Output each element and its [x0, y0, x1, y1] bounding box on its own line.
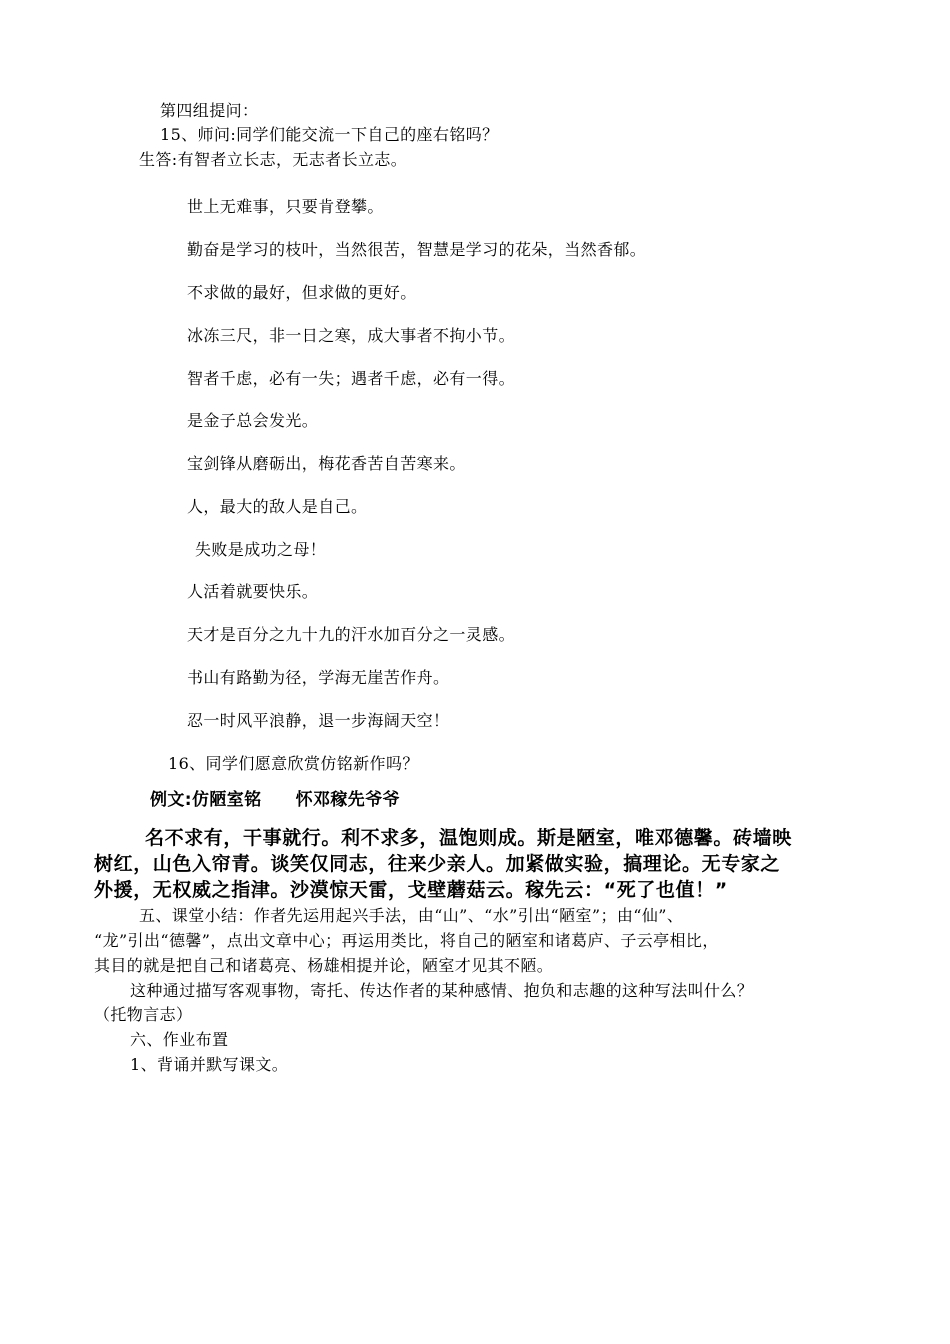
motto-item: 忍一时风平浪静，退一步海阔天空！ [187, 711, 450, 730]
example-title: 例文:仿陋室铭 [150, 790, 262, 810]
answer-prefix: 生答: [139, 150, 178, 169]
section-heading: 第四组提问： [160, 101, 259, 120]
motto-item: 人活着就要快乐。 [187, 582, 319, 601]
summary-line: 其目的就是把自己和诸葛亮、杨雄相提并论，陋室才见其不陋。 [94, 956, 554, 975]
motto-item: 天才是百分之九十九的汗水加百分之一灵感。 [187, 625, 516, 644]
example-text-line: 名不求有，干事就行。利不求多，温饱则成。斯是陋室，唯邓德馨。砖墙映 [145, 827, 792, 849]
motto-item: 勤奋是学习的枝叶，当然很苦，智慧是学习的花朵，当然香郁。 [187, 240, 647, 259]
question-line: 这种通过描写客观事物，寄托、传达作者的某种感情、抱负和志趣的这种写法叫什么？ [130, 981, 754, 1000]
motto-item: 人，最大的敌人是自己。 [187, 497, 368, 516]
motto-item: 不求做的最好，但求做的更好。 [187, 283, 417, 302]
example-text-line: 树红，山色入帘青。谈笑仅同志，往来少亲人。加紧做实验，搞理论。无专家之 [94, 853, 781, 875]
question-15: 15、师问:同学们能交流一下自己的座右铭吗？ [160, 125, 499, 144]
example-subtitle: 怀邓稼先爷爷 [295, 790, 401, 810]
homework-item: 1、背诵并默写课文。 [130, 1055, 289, 1074]
motto-item: 冰冻三尺，非一日之寒，成大事者不拘小节。 [187, 326, 516, 345]
motto-item: 书山有路勤为径，学海无崖苦作舟。 [187, 668, 450, 687]
example-text-line: 外援，无权威之指津。沙漠惊天雷，戈壁蘑菇云。稼先云：“死了也值！” [94, 879, 728, 901]
homework-heading: 六、作业布置 [130, 1030, 229, 1049]
motto-item: 是金子总会发光。 [187, 411, 319, 430]
question-line: （托物言志） [94, 1005, 193, 1024]
motto-item: 宝剑锋从磨砺出，梅花香苦自苦寒来。 [187, 454, 466, 473]
motto-item: 智者千虑，必有一失；遇者千虑，必有一得。 [187, 369, 516, 388]
motto-item: 失败是成功之母！ [195, 540, 327, 559]
summary-line: 五、课堂小结：作者先运用起兴手法，由“山”、“水”引出“陋室”；由“仙”、 [139, 906, 684, 925]
summary-line: “龙”引出“德馨”，点出文章中心；再运用类比，将自己的陋室和诸葛庐、子云亭相比， [94, 931, 719, 950]
question-16: 16、同学们愿意欣赏仿铭新作吗？ [168, 754, 419, 773]
answer-first-motto: 有智者立长志，无志者长立志。 [177, 150, 408, 169]
motto-item: 世上无难事，只要肯登攀。 [187, 197, 384, 216]
example-title-line [150, 789, 400, 811]
answer-first-line [139, 149, 407, 171]
